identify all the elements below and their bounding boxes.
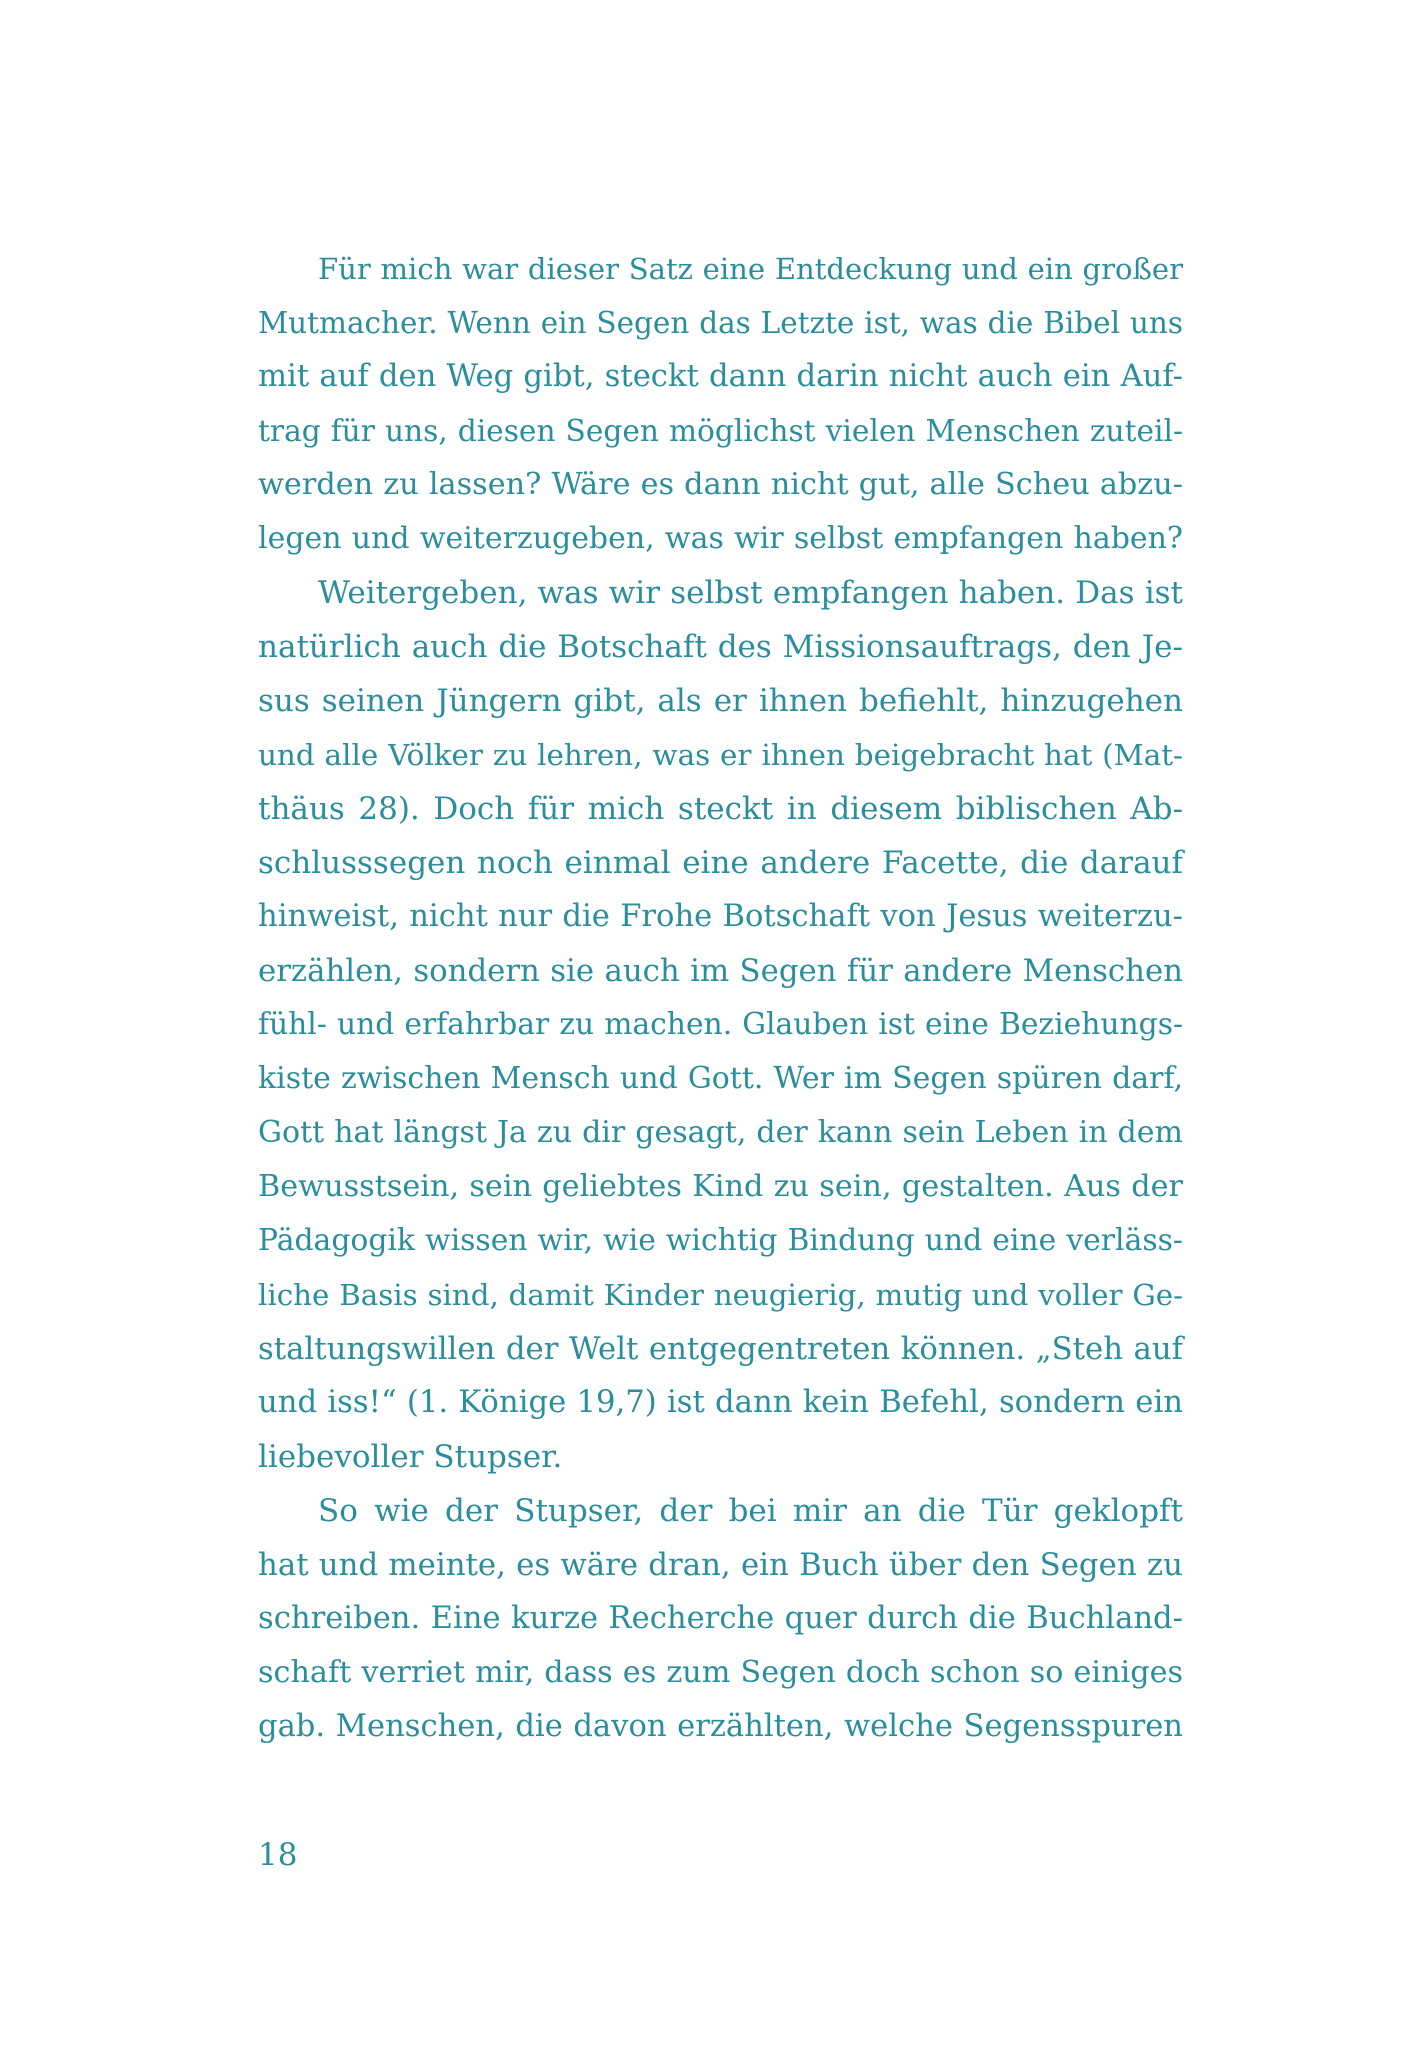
paragraph-2-line-8: erzählen, sondern sie auch im Segen für andere Menschen <box>258 953 1183 989</box>
paragraph-2-line-15: staltungswillen der Welt entgegentreten können. „Steh auf <box>258 1331 1183 1367</box>
paragraph-2-line-3: sus seinen Jüngern gibt, als er ihnen befiehlt, hinzugehen <box>258 683 1183 719</box>
paragraph-1-line-1: Für mich war dieser Satz eine Entdeckung und ein großer <box>318 252 1183 286</box>
paragraph-2-line-14: liche Basis sind, damit Kinder neugierig, mutig und voller Ge- <box>258 1278 1183 1312</box>
paragraph-2-line-16: und iss!“ (1. Könige 19,7) ist dann kein Befehl, sondern ein <box>258 1385 1183 1420</box>
paragraph-3-line-3: schreiben. Eine kurze Recherche quer durch die Buchland- <box>258 1601 1183 1636</box>
paragraph-2-line-2: natürlich auch die Botschaft des Missionsauftrags, den Je- <box>258 629 1183 665</box>
paragraph-3-line-2: hat und meinte, es wäre dran, ein Buch über den Segen zu <box>258 1547 1183 1583</box>
paragraph-2-line-12: Bewusstsein, sein geliebtes Kind zu sein, gestalten. Aus der <box>258 1169 1183 1204</box>
paragraph-1-line-2: Mutmacher. Wenn ein Segen das Letzte ist, was die Bibel uns <box>258 306 1183 340</box>
paragraph-2-line-5: thäus 28). Doch für mich steckt in diesem biblischen Ab- <box>258 791 1183 827</box>
paragraph-2-line-9: fühl- und erfahrbar zu machen. Glauben ist eine Beziehungs- <box>258 1007 1183 1042</box>
paragraph-2-line-11: Gott hat längst Ja zu dir gesagt, der kann sein Leben in dem <box>258 1115 1183 1150</box>
page-number: 18 <box>258 1837 298 1873</box>
paragraph-2-line-1: Weitergeben, was wir selbst empfangen haben. Das ist <box>318 575 1183 611</box>
paragraph-2-line-4: und alle Völker zu lehren, was er ihnen beigebracht hat (Mat- <box>258 738 1183 772</box>
paragraph-1-line-6: legen und weiterzugeben, was wir selbst empfangen haben? <box>258 521 1183 556</box>
paragraph-3-line-4: schaft verriet mir, dass es zum Segen doch schon so einiges <box>258 1655 1183 1690</box>
body-text <box>258 242 1183 1754</box>
paragraph-1-line-5: werden zu lassen? Wäre es dann nicht gut, alle Scheu abzu- <box>258 467 1183 502</box>
paragraph-2-line-10: kiste zwischen Mensch und Gott. Wer im Segen spüren darf, <box>258 1061 1183 1096</box>
paragraph-3-line-5: gab. Menschen, die davon erzählten, welche Segensspuren <box>258 1709 1183 1744</box>
paragraph-3-line-1: So wie der Stupser, der bei mir an die Tür geklopft <box>318 1493 1183 1529</box>
paragraph-1-line-3: mit auf den Weg gibt, steckt dann darin nicht auch ein Auf- <box>258 359 1183 394</box>
paragraph-2-line-6: schlusssegen noch einmal eine andere Facette, die darauf <box>258 845 1183 881</box>
paragraph-2-line-13: Pädagogik wissen wir, wie wichtig Bindung und eine verläss- <box>258 1223 1183 1258</box>
paragraph-2-line-17: liebevoller Stupser. <box>258 1439 563 1475</box>
paragraph-1-line-4: trag für uns, diesen Segen möglichst vielen Menschen zuteil- <box>258 413 1183 448</box>
paragraph-2-line-7: hinweist, nicht nur die Frohe Botschaft von Jesus weiterzu- <box>258 899 1183 934</box>
